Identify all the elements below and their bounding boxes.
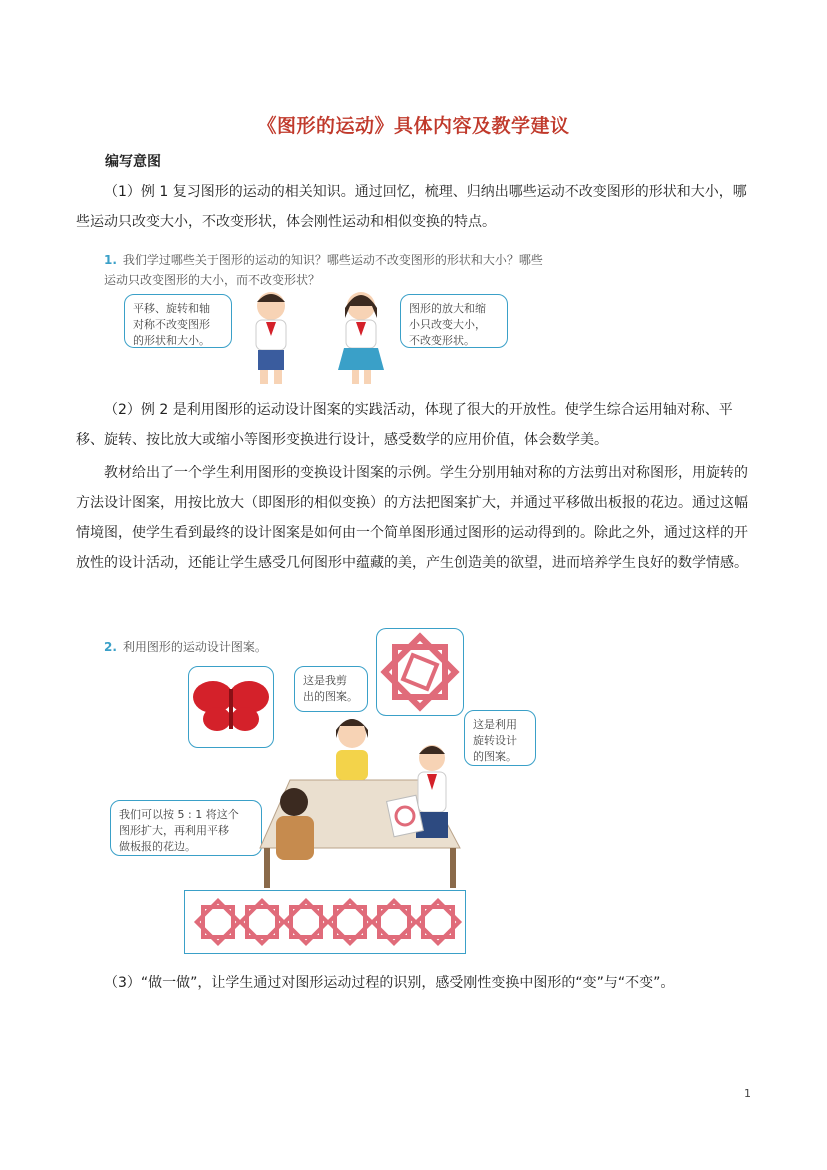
figure-2 <box>104 628 517 956</box>
speech-bubble-boy-text: 这是利用 旋转设计 的图案。 <box>473 718 517 763</box>
figure-1 <box>104 250 543 385</box>
speech-bubble-left-student-text: 我们可以按 5 : 1 将这个 图形扩大，再利用平移 做板报的花边。 <box>119 808 239 853</box>
speech-bubble-left-text: 平移、旋转和轴 对称不改变图形 的形状和大小。 <box>133 302 210 347</box>
paragraph-2-text: （2）例 2 是利用图形的运动设计图案的实践活动，体现了很大的开放性。使学生综合运用轴对称、平移、旋转、按比放大或缩小等图形变换进行设计，感受数学的应用价值，体会数学美。 <box>76 402 733 448</box>
page-number: 1 <box>744 1087 751 1100</box>
figure-2-number: 2. <box>104 640 117 654</box>
paragraph-2 <box>76 395 756 455</box>
figure-2-caption <box>104 638 267 655</box>
speech-bubble-right <box>400 294 508 348</box>
speech-bubble-left <box>124 294 232 348</box>
figure-2-caption-text: 利用图形的运动设计图案。 <box>122 640 267 654</box>
figure-1-question <box>104 250 544 290</box>
figure-1-number: 1. <box>104 253 117 267</box>
paragraph-4 <box>76 968 756 998</box>
paragraph-3-text: 教材给出了一个学生利用图形的变换设计图案的示例。学生分别用轴对称的方法剪出对称图形，用旋转的方法设计图案，用按比放大（即图形的相似变换）的方法把图案扩大，并通过平移做出板报的花边。通过这幅情境图，使学生看到最终的设计图案是如何由一个简单图形通过图形的运动得到的。除此之外，通过这样的开放性的设计活动，还能让学生感受几何图形中蕴藏的美，产生创造美的欲望，进而培养学生良好的数学情感。 <box>76 465 748 571</box>
paragraph-1 <box>76 177 756 237</box>
classroom-scene-illustration <box>254 698 464 890</box>
speech-bubble-left-student <box>110 800 262 856</box>
boy-illustration <box>236 288 306 385</box>
girl-illustration <box>326 288 396 385</box>
figure-1-question-text: 我们学过哪些关于图形的运动的知识？哪些运动不改变图形的形状和大小？哪些运动只改变图形的大小，而不改变形状？ <box>104 253 543 287</box>
speech-bubble-right-text: 图形的放大和缩 小只改变大小， 不改变形状。 <box>409 302 486 347</box>
paragraph-1-text: （1）例 1 复习图形的运动的相关知识。通过回忆，梳理、归纳出哪些运动不改变图形的形状和大小，哪些运动只改变大小，不改变形状，体会刚性运动和相似变换的特点。 <box>76 184 747 230</box>
section-heading: 编写意图 <box>105 154 161 170</box>
speech-bubble-girl-text: 这是我剪 出的图案。 <box>303 674 358 703</box>
speech-bubble-boy <box>464 710 536 766</box>
paragraph-4-text: （3）“做一做”，让学生通过对图形运动过程的识别，感受刚性变换中图形的“变”与“不变”。 <box>104 975 675 991</box>
paragraph-3 <box>76 458 756 578</box>
page-title: 《图形的运动》具体内容及教学建议 <box>257 115 570 137</box>
border-strip-frame <box>184 890 466 954</box>
translated-pattern-strip <box>185 891 465 953</box>
